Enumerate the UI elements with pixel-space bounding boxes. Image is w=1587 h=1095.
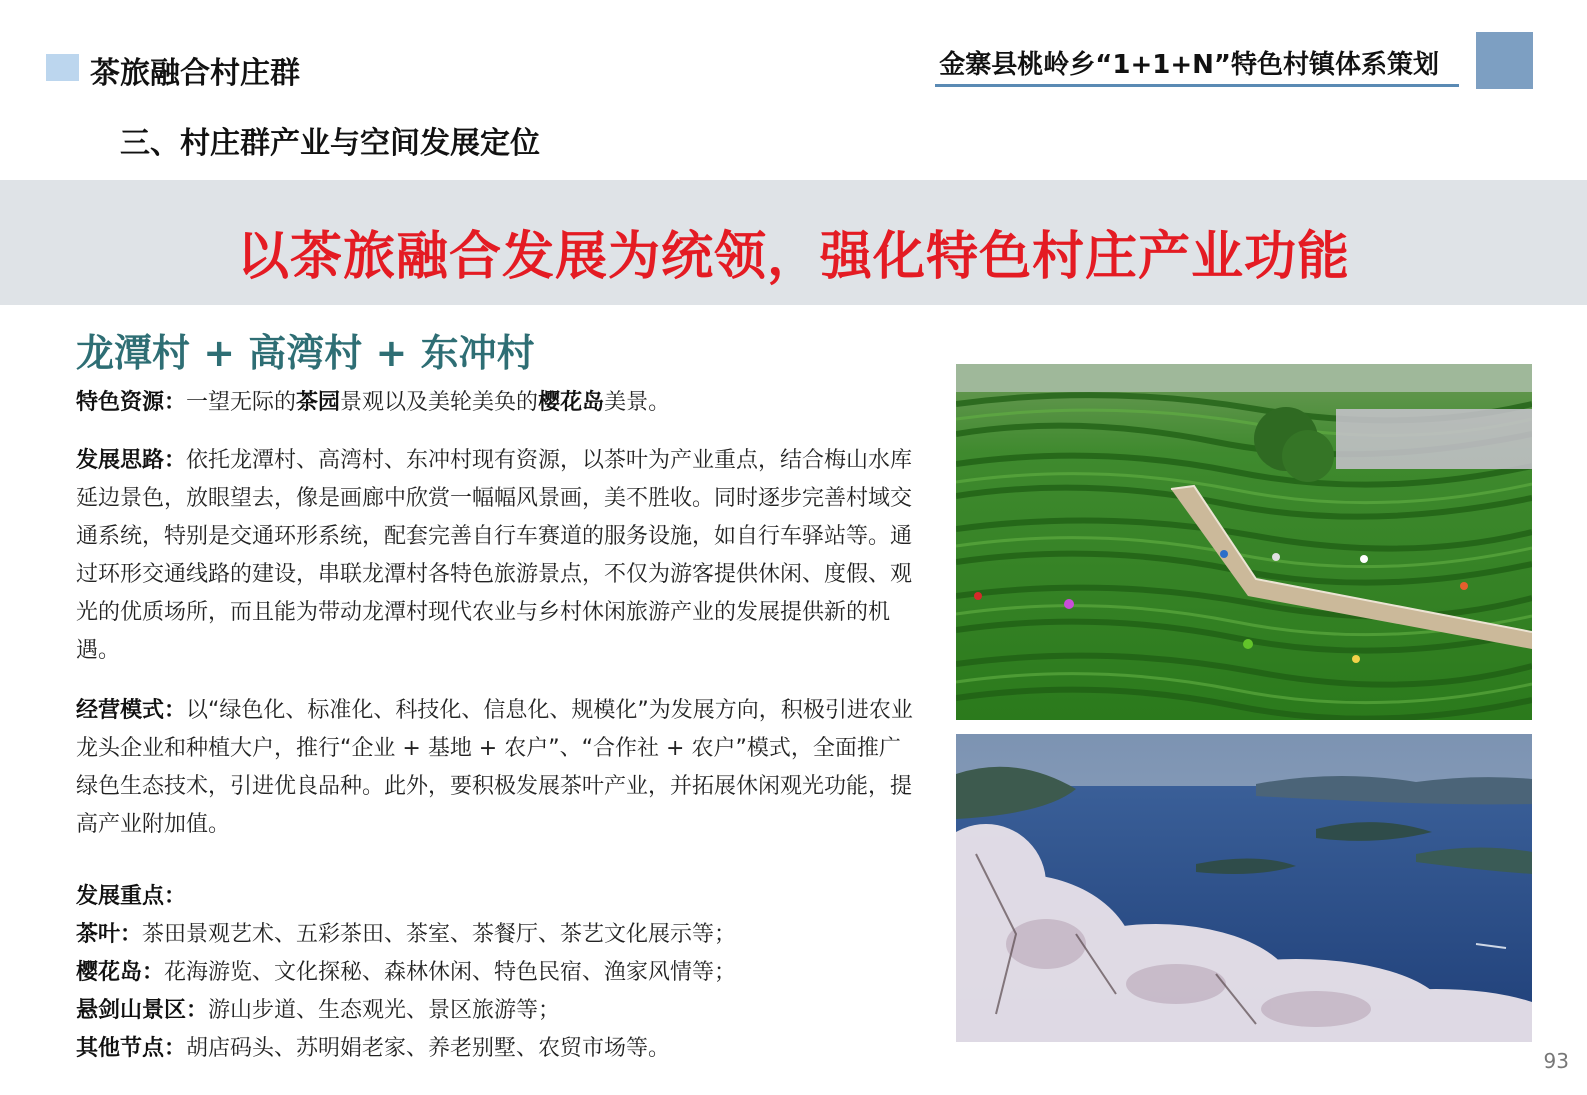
slogan: 以茶旅融合发展为统领，强化特色村庄产业功能 [236,227,1350,287]
resources-bold-tea-garden: 茶园 [296,390,341,415]
resources-text-1: 一望无际的 [186,390,297,415]
focus-item-label: 茶叶： [76,922,143,947]
resources-label: 特色资源： [76,390,187,415]
idea-text: 依托龙潭村、高湾村、东冲村现有资源，以茶叶为产业重点，结合梅山水库延边景色，放眼望去，像是画廊中欣赏一幅幅风景画，美不胜收。同时逐步完善村域交通系统，特别是交通环形系统，配套完善自行车赛道的服务设施，如自行车驿站等。通过环形交通线路的建设，串联龙潭村各特色旅游景点，不仅为游客提供休闲、度假、观光的优质场所，而且能为带动龙潭村现代农业与乡村休闲旅游产业的发展提供新的机遇。 [76,448,913,663]
focus-label: 发展重点： [76,884,187,909]
resources-text-3: 美景。 [604,390,671,415]
idea-paragraph [76,442,921,670]
focus-item-text: 茶田景观艺术、五彩茶田、茶室、茶餐厅、茶艺文化展示等； [142,922,737,947]
focus-item-text: 花海游览、文化探秘、森林休闲、特色民宿、渔家风情等； [164,960,737,985]
focus-item-text: 游山步道、生态观光、景区旅游等； [208,998,561,1023]
focus-item [76,916,921,954]
focus-item-label: 樱花岛： [76,960,165,985]
focus-item-label: 其他节点： [76,1036,187,1061]
section-title: 茶旅融合村庄群 [90,56,300,91]
mode-label: 经营模式： [76,698,187,723]
section-marker-square [46,54,79,81]
focus-item-text: 胡店码头、苏明娟老家、养老别墅、农贸市场等。 [186,1036,671,1061]
village-group-title: 龙潭村 + 高湾村 + 东冲村 [76,331,535,375]
focus-item [76,1030,921,1068]
focus-item [76,992,921,1030]
subheading: 三、村庄群产业与空间发展定位 [120,126,540,161]
focus-item [76,954,921,992]
mode-paragraph [76,692,921,844]
sakura-island-photo [956,734,1532,1042]
mode-text: 以“绿色化、标准化、科技化、信息化、规模化”为发展方向，积极引进农业龙头企业和种植大户，推行“企业 + 基地 + 农户”、“合作社 + 农户”模式，全面推广绿色生态技术，引进优良品种。此外，要积极发展茶叶产业，并拓展休闲观光功能，提高产业附加值。 [76,698,913,837]
resources-text-2: 景观以及美轮美奂的 [340,390,539,415]
focus-heading [76,878,921,916]
focus-item-label: 悬剑山景区： [76,998,209,1023]
header-accent-block [1476,32,1533,89]
project-title: 金寨县桃岭乡“1+1+N”特色村镇体系策划 [939,50,1439,80]
resources-bold-sakura-island: 樱花岛 [538,390,605,415]
resources-paragraph [76,384,921,422]
header-underline [935,84,1459,87]
idea-label: 发展思路： [76,448,187,473]
tea-garden-photo [956,364,1532,720]
page-number: 93 [1543,1049,1569,1073]
content-body [76,384,921,1068]
